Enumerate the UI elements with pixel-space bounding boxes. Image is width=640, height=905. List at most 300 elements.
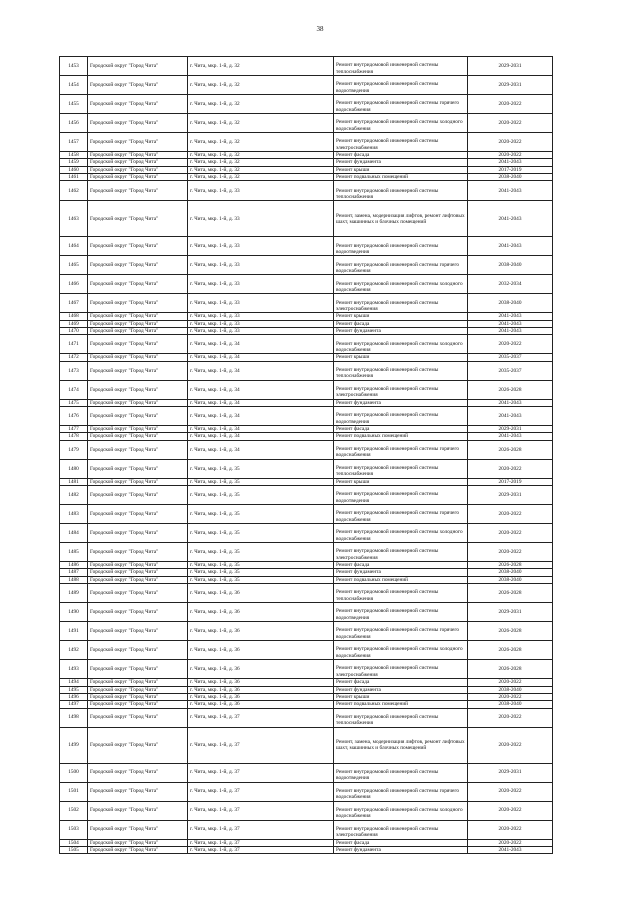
period-cell: 2041-2043 xyxy=(468,159,553,166)
row-number-cell: 1497 xyxy=(60,701,88,708)
address-cell: г. Чита, мкр. 1-й, д. 35 xyxy=(188,459,334,478)
work-type-cell: Ремонт внутридомовой инженерной системы электроснабжения xyxy=(334,133,468,152)
address-cell: г. Чита, мкр. 1-й, д. 32 xyxy=(188,159,334,166)
row-number-cell: 1469 xyxy=(60,320,88,327)
municipality-cell: Городской округ "Город Чита" xyxy=(88,603,188,622)
period-cell: 2020-2022 xyxy=(468,459,553,478)
row-number-cell: 1457 xyxy=(60,133,88,152)
work-type-cell: Ремонт фундамента xyxy=(334,569,468,576)
work-type-cell: Ремонт внутридомовой инженерной системы горячего водоснабжения xyxy=(334,622,468,641)
table-row xyxy=(60,328,553,335)
work-type-cell: Ремонт внутридомовой инженерной системы горячего водоснабжения xyxy=(334,782,468,801)
municipality-cell: Городской округ "Город Чита" xyxy=(88,839,188,846)
table-row xyxy=(60,275,553,294)
period-cell: 2029-2031 xyxy=(468,603,553,622)
row-number-cell: 1474 xyxy=(60,380,88,399)
address-cell: г. Чита, мкр. 1-й, д. 37 xyxy=(188,727,334,763)
table-row xyxy=(60,708,553,727)
address-cell: г. Чита, мкр. 1-й, д. 35 xyxy=(188,486,334,505)
work-type-cell: Ремонт фундамента xyxy=(334,686,468,693)
row-number-cell: 1463 xyxy=(60,201,88,237)
table-row xyxy=(60,679,553,686)
work-type-cell: Ремонт внутридомовой инженерной системы водоотведения xyxy=(334,763,468,782)
table-row xyxy=(60,782,553,801)
municipality-cell: Городской округ "Город Чита" xyxy=(88,763,188,782)
work-type-cell: Ремонт фундамента xyxy=(334,846,468,853)
work-type-cell: Ремонт внутридомовой инженерной системы электроснабжения xyxy=(334,660,468,679)
table-row xyxy=(60,133,553,152)
municipality-cell: Городской округ "Город Чита" xyxy=(88,426,188,433)
address-cell: г. Чита, мкр. 1-й, д. 37 xyxy=(188,801,334,820)
address-cell: г. Чита, мкр. 1-й, д. 35 xyxy=(188,505,334,524)
period-cell: 2020-2022 xyxy=(468,133,553,152)
address-cell: г. Чита, мкр. 1-й, д. 35 xyxy=(188,543,334,562)
address-cell: г. Чита, мкр. 1-й, д. 32 xyxy=(188,95,334,114)
table-row xyxy=(60,478,553,485)
work-type-cell: Ремонт внутридомовой инженерной системы холодного водоснабжения xyxy=(334,275,468,294)
row-number-cell: 1503 xyxy=(60,820,88,839)
address-cell: г. Чита, мкр. 1-й, д. 36 xyxy=(188,584,334,603)
municipality-cell: Городской округ "Город Чита" xyxy=(88,686,188,693)
work-type-cell: Ремонт внутридомовой инженерной системы электроснабжения xyxy=(334,380,468,399)
address-cell: г. Чита, мкр. 1-й, д. 33 xyxy=(188,237,334,256)
table-row xyxy=(60,152,553,159)
period-cell: 2026-2028 xyxy=(468,584,553,603)
address-cell: г. Чита, мкр. 1-й, д. 34 xyxy=(188,361,334,380)
work-type-cell: Ремонт фасада xyxy=(334,152,468,159)
municipality-cell: Городской округ "Город Чита" xyxy=(88,433,188,440)
table-row xyxy=(60,763,553,782)
municipality-cell: Городской округ "Город Чита" xyxy=(88,294,188,313)
period-cell: 2038-2040 xyxy=(468,174,553,181)
period-cell: 2029-2031 xyxy=(468,76,553,95)
work-type-cell: Ремонт, замена, модернизация лифтов, ремонт лифтовых шахт, машинных и блочных помещений xyxy=(334,201,468,237)
row-number-cell: 1490 xyxy=(60,603,88,622)
work-type-cell: Ремонт фундамента xyxy=(334,399,468,406)
municipality-cell: Городской округ "Город Чита" xyxy=(88,237,188,256)
municipality-cell: Городской округ "Город Чита" xyxy=(88,166,188,173)
period-cell: 2020-2022 xyxy=(468,95,553,114)
table-row xyxy=(60,114,553,133)
work-type-cell: Ремонт внутридомовой инженерной системы электроснабжения xyxy=(334,294,468,313)
municipality-cell: Городской округ "Город Чита" xyxy=(88,335,188,354)
period-cell: 2041-2043 xyxy=(468,328,553,335)
work-type-cell: Ремонт внутридомовой инженерной системы теплоснабжения xyxy=(334,361,468,380)
address-cell: г. Чита, мкр. 1-й, д. 33 xyxy=(188,294,334,313)
period-cell: 2038-2040 xyxy=(468,294,553,313)
table-row xyxy=(60,584,553,603)
period-cell: 2041-2043 xyxy=(468,407,553,426)
work-type-cell: Ремонт внутридомовой инженерной системы теплоснабжения xyxy=(334,181,468,201)
capital-repair-table xyxy=(59,56,553,854)
municipality-cell: Городской округ "Город Чита" xyxy=(88,727,188,763)
work-type-cell: Ремонт внутридомовой инженерной системы водоотведения xyxy=(334,603,468,622)
address-cell: г. Чита, мкр. 1-й, д. 32 xyxy=(188,114,334,133)
municipality-cell: Городской округ "Город Чита" xyxy=(88,584,188,603)
row-number-cell: 1486 xyxy=(60,562,88,569)
address-cell: г. Чита, мкр. 1-й, д. 34 xyxy=(188,433,334,440)
period-cell: 2017-2019 xyxy=(468,478,553,485)
municipality-cell: Городской округ "Город Чита" xyxy=(88,820,188,839)
period-cell: 2029-2031 xyxy=(468,426,553,433)
address-cell: г. Чита, мкр. 1-й, д. 33 xyxy=(188,320,334,327)
period-cell: 2020-2022 xyxy=(468,335,553,354)
work-type-cell: Ремонт внутридомовой инженерной системы теплоснабжения xyxy=(334,57,468,76)
row-number-cell: 1500 xyxy=(60,763,88,782)
table-row xyxy=(60,237,553,256)
row-number-cell: 1483 xyxy=(60,505,88,524)
municipality-cell: Городской округ "Город Чита" xyxy=(88,641,188,660)
table-row xyxy=(60,159,553,166)
period-cell: 2026-2028 xyxy=(468,641,553,660)
municipality-cell: Городской округ "Город Чита" xyxy=(88,569,188,576)
address-cell: г. Чита, мкр. 1-й, д. 33 xyxy=(188,328,334,335)
municipality-cell: Городской округ "Город Чита" xyxy=(88,562,188,569)
table-row xyxy=(60,76,553,95)
address-cell: г. Чита, мкр. 1-й, д. 34 xyxy=(188,426,334,433)
work-type-cell: Ремонт, замена, модернизация лифтов, ремонт лифтовых шахт, машинных и блочных помещений xyxy=(334,727,468,763)
municipality-cell: Городской округ "Город Чита" xyxy=(88,543,188,562)
row-number-cell: 1462 xyxy=(60,181,88,201)
table-row xyxy=(60,426,553,433)
period-cell: 2041-2043 xyxy=(468,201,553,237)
municipality-cell: Городской округ "Город Чита" xyxy=(88,693,188,700)
period-cell: 2041-2043 xyxy=(468,399,553,406)
row-number-cell: 1456 xyxy=(60,114,88,133)
municipality-cell: Городской округ "Город Чита" xyxy=(88,459,188,478)
work-type-cell: Ремонт крыши xyxy=(334,693,468,700)
work-type-cell: Ремонт внутридомовой инженерной системы водоотведения xyxy=(334,407,468,426)
work-type-cell: Ремонт крыши xyxy=(334,354,468,361)
row-number-cell: 1466 xyxy=(60,275,88,294)
work-type-cell: Ремонт фундамента xyxy=(334,159,468,166)
period-cell: 2038-2040 xyxy=(468,569,553,576)
row-number-cell: 1493 xyxy=(60,660,88,679)
address-cell: г. Чита, мкр. 1-й, д. 35 xyxy=(188,524,334,543)
row-number-cell: 1478 xyxy=(60,433,88,440)
row-number-cell: 1492 xyxy=(60,641,88,660)
table-row xyxy=(60,166,553,173)
work-type-cell: Ремонт фасада xyxy=(334,320,468,327)
municipality-cell: Городской округ "Город Чита" xyxy=(88,679,188,686)
table-row xyxy=(60,543,553,562)
table-row xyxy=(60,335,553,354)
work-type-cell: Ремонт внутридомовой инженерной системы теплоснабжения xyxy=(334,459,468,478)
table-row xyxy=(60,641,553,660)
address-cell: г. Чита, мкр. 1-й, д. 34 xyxy=(188,380,334,399)
address-cell: г. Чита, мкр. 1-й, д. 32 xyxy=(188,166,334,173)
row-number-cell: 1464 xyxy=(60,237,88,256)
address-cell: г. Чита, мкр. 1-й, д. 37 xyxy=(188,708,334,727)
period-cell: 2026-2028 xyxy=(468,660,553,679)
work-type-cell: Ремонт внутридомовой инженерной системы электроснабжения xyxy=(334,543,468,562)
period-cell: 2026-2028 xyxy=(468,562,553,569)
work-type-cell: Ремонт подвальных помещений xyxy=(334,433,468,440)
row-number-cell: 1499 xyxy=(60,727,88,763)
table-row xyxy=(60,256,553,275)
period-cell: 2041-2043 xyxy=(468,846,553,853)
period-cell: 2035-2037 xyxy=(468,361,553,380)
municipality-cell: Городской округ "Город Чита" xyxy=(88,708,188,727)
address-cell: г. Чита, мкр. 1-й, д. 36 xyxy=(188,686,334,693)
period-cell: 2038-2040 xyxy=(468,686,553,693)
municipality-cell: Городской округ "Город Чита" xyxy=(88,380,188,399)
table-row xyxy=(60,380,553,399)
period-cell: 2020-2022 xyxy=(468,782,553,801)
address-cell: г. Чита, мкр. 1-й, д. 34 xyxy=(188,399,334,406)
municipality-cell: Городской округ "Город Чита" xyxy=(88,174,188,181)
table-row xyxy=(60,576,553,583)
period-cell: 2038-2040 xyxy=(468,701,553,708)
table-row xyxy=(60,603,553,622)
table-row xyxy=(60,399,553,406)
table-row xyxy=(60,407,553,426)
municipality-cell: Городской округ "Город Чита" xyxy=(88,313,188,320)
municipality-cell: Городской округ "Город Чита" xyxy=(88,660,188,679)
page-number: 38 xyxy=(316,25,324,33)
address-cell: г. Чита, мкр. 1-й, д. 32 xyxy=(188,57,334,76)
row-number-cell: 1473 xyxy=(60,361,88,380)
row-number-cell: 1468 xyxy=(60,313,88,320)
row-number-cell: 1489 xyxy=(60,584,88,603)
row-number-cell: 1496 xyxy=(60,693,88,700)
row-number-cell: 1495 xyxy=(60,686,88,693)
row-number-cell: 1484 xyxy=(60,524,88,543)
municipality-cell: Городской округ "Город Чита" xyxy=(88,440,188,459)
row-number-cell: 1498 xyxy=(60,708,88,727)
address-cell: г. Чита, мкр. 1-й, д. 32 xyxy=(188,133,334,152)
table-row xyxy=(60,839,553,846)
municipality-cell: Городской округ "Город Чита" xyxy=(88,576,188,583)
municipality-cell: Городской округ "Город Чита" xyxy=(88,399,188,406)
period-cell: 2041-2043 xyxy=(468,181,553,201)
period-cell: 2020-2022 xyxy=(468,693,553,700)
table-row xyxy=(60,660,553,679)
table-row xyxy=(60,846,553,853)
table-row xyxy=(60,95,553,114)
address-cell: г. Чита, мкр. 1-й, д. 37 xyxy=(188,763,334,782)
period-cell: 2020-2022 xyxy=(468,708,553,727)
address-cell: г. Чита, мкр. 1-й, д. 32 xyxy=(188,152,334,159)
period-cell: 2038-2040 xyxy=(468,576,553,583)
work-type-cell: Ремонт внутридомовой инженерной системы теплоснабжения xyxy=(334,584,468,603)
municipality-cell: Городской округ "Город Чита" xyxy=(88,181,188,201)
row-number-cell: 1504 xyxy=(60,839,88,846)
period-cell: 2029-2031 xyxy=(468,57,553,76)
municipality-cell: Городской округ "Город Чита" xyxy=(88,354,188,361)
table-row xyxy=(60,320,553,327)
municipality-cell: Городской округ "Город Чита" xyxy=(88,505,188,524)
period-cell: 2020-2022 xyxy=(468,820,553,839)
address-cell: г. Чита, мкр. 1-й, д. 33 xyxy=(188,181,334,201)
row-number-cell: 1458 xyxy=(60,152,88,159)
municipality-cell: Городской округ "Город Чита" xyxy=(88,361,188,380)
municipality-cell: Городской округ "Город Чита" xyxy=(88,407,188,426)
municipality-cell: Городской округ "Город Чита" xyxy=(88,328,188,335)
municipality-cell: Городской округ "Город Чита" xyxy=(88,275,188,294)
period-cell: 2026-2028 xyxy=(468,440,553,459)
work-type-cell: Ремонт внутридомовой инженерной системы водоотведения xyxy=(334,237,468,256)
address-cell: г. Чита, мкр. 1-й, д. 34 xyxy=(188,440,334,459)
period-cell: 2041-2043 xyxy=(468,313,553,320)
municipality-cell: Городской округ "Город Чита" xyxy=(88,159,188,166)
period-cell: 2020-2022 xyxy=(468,114,553,133)
period-cell: 2041-2043 xyxy=(468,237,553,256)
period-cell: 2029-2031 xyxy=(468,486,553,505)
work-type-cell: Ремонт крыши xyxy=(334,313,468,320)
table-row xyxy=(60,440,553,459)
work-type-cell: Ремонт внутридомовой инженерной системы горячего водоснабжения xyxy=(334,440,468,459)
row-number-cell: 1481 xyxy=(60,478,88,485)
work-type-cell: Ремонт крыши xyxy=(334,166,468,173)
period-cell: 2041-2043 xyxy=(468,320,553,327)
row-number-cell: 1461 xyxy=(60,174,88,181)
row-number-cell: 1480 xyxy=(60,459,88,478)
table-row xyxy=(60,569,553,576)
address-cell: г. Чита, мкр. 1-й, д. 37 xyxy=(188,846,334,853)
municipality-cell: Городской округ "Город Чита" xyxy=(88,152,188,159)
address-cell: г. Чита, мкр. 1-й, д. 37 xyxy=(188,782,334,801)
period-cell: 2029-2031 xyxy=(468,763,553,782)
row-number-cell: 1470 xyxy=(60,328,88,335)
row-number-cell: 1479 xyxy=(60,440,88,459)
municipality-cell: Городской округ "Город Чита" xyxy=(88,782,188,801)
table-row xyxy=(60,693,553,700)
table-row xyxy=(60,361,553,380)
table-body xyxy=(60,57,553,854)
row-number-cell: 1475 xyxy=(60,399,88,406)
row-number-cell: 1467 xyxy=(60,294,88,313)
address-cell: г. Чита, мкр. 1-й, д. 36 xyxy=(188,603,334,622)
address-cell: г. Чита, мкр. 1-й, д. 32 xyxy=(188,174,334,181)
municipality-cell: Городской округ "Город Чита" xyxy=(88,95,188,114)
period-cell: 2020-2022 xyxy=(468,524,553,543)
address-cell: г. Чита, мкр. 1-й, д. 34 xyxy=(188,335,334,354)
row-number-cell: 1485 xyxy=(60,543,88,562)
table-row xyxy=(60,433,553,440)
row-number-cell: 1487 xyxy=(60,569,88,576)
period-cell: 2035-2037 xyxy=(468,354,553,361)
table-row xyxy=(60,181,553,201)
address-cell: г. Чита, мкр. 1-й, д. 33 xyxy=(188,313,334,320)
table-row xyxy=(60,701,553,708)
work-type-cell: Ремонт внутридомовой инженерной системы холодного водоснабжения xyxy=(334,801,468,820)
address-cell: г. Чита, мкр. 1-й, д. 36 xyxy=(188,693,334,700)
municipality-cell: Городской округ "Город Чита" xyxy=(88,57,188,76)
work-type-cell: Ремонт подвальных помещений xyxy=(334,701,468,708)
municipality-cell: Городской округ "Город Чита" xyxy=(88,701,188,708)
table-row xyxy=(60,820,553,839)
work-type-cell: Ремонт внутридомовой инженерной системы горячего водоснабжения xyxy=(334,256,468,275)
address-cell: г. Чита, мкр. 1-й, д. 36 xyxy=(188,701,334,708)
table-row xyxy=(60,354,553,361)
row-number-cell: 1459 xyxy=(60,159,88,166)
municipality-cell: Городской округ "Город Чита" xyxy=(88,76,188,95)
table-row xyxy=(60,727,553,763)
address-cell: г. Чита, мкр. 1-й, д. 36 xyxy=(188,622,334,641)
period-cell: 2017-2019 xyxy=(468,166,553,173)
period-cell: 2020-2022 xyxy=(468,727,553,763)
address-cell: г. Чита, мкр. 1-й, д. 36 xyxy=(188,660,334,679)
address-cell: г. Чита, мкр. 1-й, д. 35 xyxy=(188,569,334,576)
row-number-cell: 1471 xyxy=(60,335,88,354)
municipality-cell: Городской округ "Город Чита" xyxy=(88,622,188,641)
period-cell: 2020-2022 xyxy=(468,801,553,820)
municipality-cell: Городской округ "Город Чита" xyxy=(88,133,188,152)
period-cell: 2020-2022 xyxy=(468,839,553,846)
work-type-cell: Ремонт внутридомовой инженерной системы холодного водоснабжения xyxy=(334,114,468,133)
table-row xyxy=(60,562,553,569)
municipality-cell: Городской округ "Город Чита" xyxy=(88,846,188,853)
period-cell: 2020-2022 xyxy=(468,679,553,686)
period-cell: 2026-2028 xyxy=(468,380,553,399)
row-number-cell: 1494 xyxy=(60,679,88,686)
address-cell: г. Чита, мкр. 1-й, д. 33 xyxy=(188,275,334,294)
work-type-cell: Ремонт подвальных помещений xyxy=(334,576,468,583)
work-type-cell: Ремонт внутридомовой инженерной системы теплоснабжения xyxy=(334,708,468,727)
work-type-cell: Ремонт внутридомовой инженерной системы водоотведения xyxy=(334,76,468,95)
table-row xyxy=(60,313,553,320)
work-type-cell: Ремонт фасада xyxy=(334,562,468,569)
table-row xyxy=(60,459,553,478)
address-cell: г. Чита, мкр. 1-й, д. 37 xyxy=(188,820,334,839)
municipality-cell: Городской округ "Город Чита" xyxy=(88,478,188,485)
row-number-cell: 1501 xyxy=(60,782,88,801)
table-row xyxy=(60,486,553,505)
table-row xyxy=(60,686,553,693)
table-row xyxy=(60,294,553,313)
work-type-cell: Ремонт фасада xyxy=(334,839,468,846)
table-row xyxy=(60,801,553,820)
municipality-cell: Городской округ "Город Чита" xyxy=(88,201,188,237)
period-cell: 2020-2022 xyxy=(468,505,553,524)
work-type-cell: Ремонт внутридомовой инженерной системы холодного водоснабжения xyxy=(334,641,468,660)
table-row xyxy=(60,57,553,76)
row-number-cell: 1488 xyxy=(60,576,88,583)
work-type-cell: Ремонт фундамента xyxy=(334,328,468,335)
period-cell: 2020-2022 xyxy=(468,543,553,562)
row-number-cell: 1455 xyxy=(60,95,88,114)
address-cell: г. Чита, мкр. 1-й, д. 33 xyxy=(188,201,334,237)
work-type-cell: Ремонт внутридомовой инженерной системы водоотведения xyxy=(334,486,468,505)
period-cell: 2032-2034 xyxy=(468,275,553,294)
row-number-cell: 1465 xyxy=(60,256,88,275)
row-number-cell: 1477 xyxy=(60,426,88,433)
row-number-cell: 1472 xyxy=(60,354,88,361)
row-number-cell: 1502 xyxy=(60,801,88,820)
row-number-cell: 1491 xyxy=(60,622,88,641)
table-row xyxy=(60,174,553,181)
table-row xyxy=(60,622,553,641)
address-cell: г. Чита, мкр. 1-й, д. 35 xyxy=(188,576,334,583)
address-cell: г. Чита, мкр. 1-й, д. 34 xyxy=(188,354,334,361)
row-number-cell: 1482 xyxy=(60,486,88,505)
address-cell: г. Чита, мкр. 1-й, д. 37 xyxy=(188,839,334,846)
municipality-cell: Городской округ "Город Чита" xyxy=(88,114,188,133)
period-cell: 2038-2040 xyxy=(468,256,553,275)
address-cell: г. Чита, мкр. 1-й, д. 35 xyxy=(188,478,334,485)
row-number-cell: 1453 xyxy=(60,57,88,76)
row-number-cell: 1454 xyxy=(60,76,88,95)
row-number-cell: 1460 xyxy=(60,166,88,173)
municipality-cell: Городской округ "Город Чита" xyxy=(88,486,188,505)
row-number-cell: 1505 xyxy=(60,846,88,853)
work-type-cell: Ремонт подвальных помещений xyxy=(334,174,468,181)
address-cell: г. Чита, мкр. 1-й, д. 32 xyxy=(188,76,334,95)
period-cell: 2026-2028 xyxy=(468,622,553,641)
work-type-cell: Ремонт внутридомовой инженерной системы холодного водоснабжения xyxy=(334,335,468,354)
address-cell: г. Чита, мкр. 1-й, д. 33 xyxy=(188,256,334,275)
